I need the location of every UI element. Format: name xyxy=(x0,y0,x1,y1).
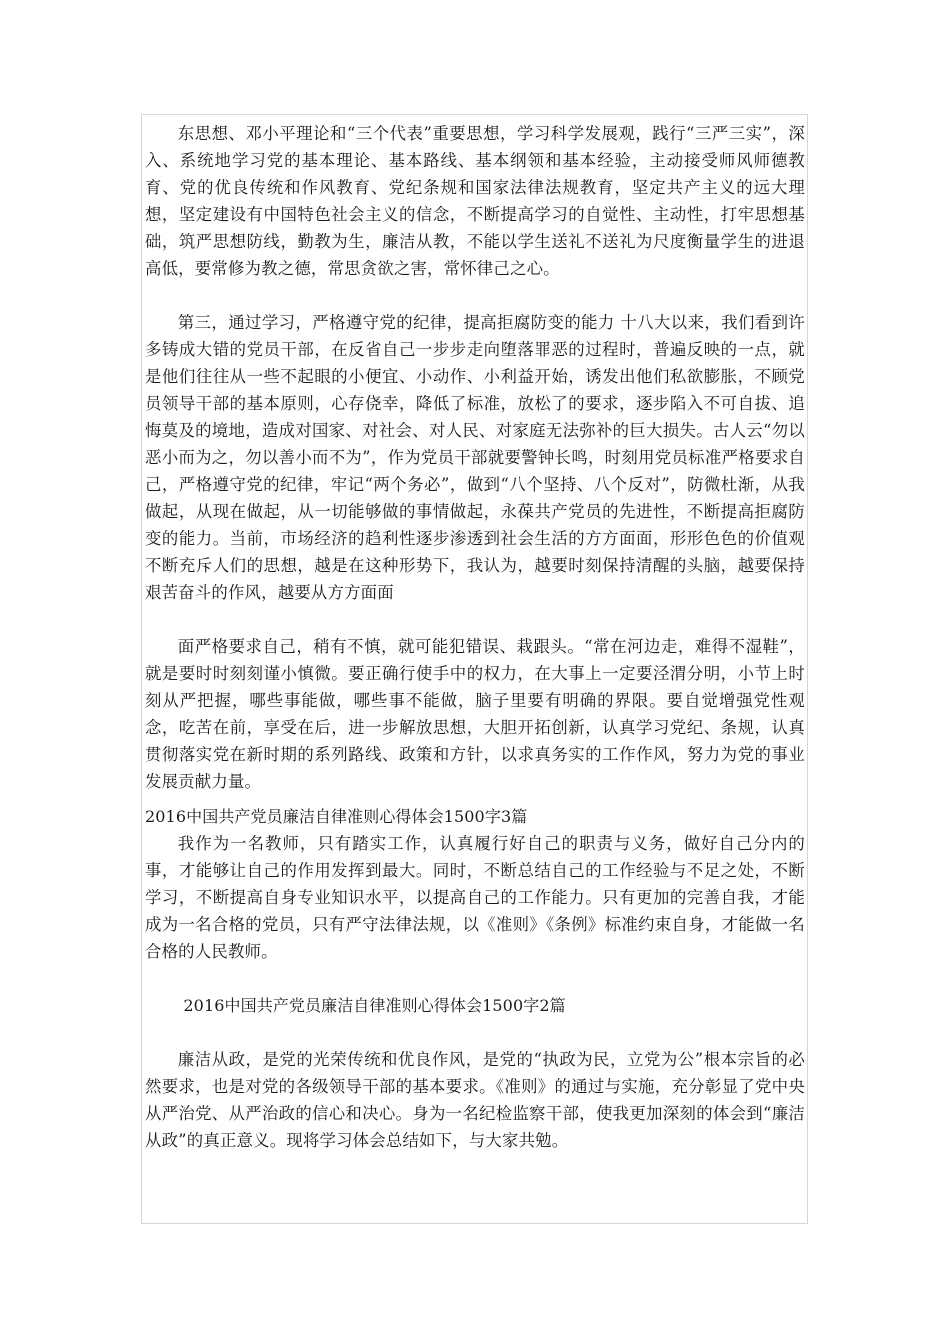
paragraph-ideology-study: 东思想、邓小平理论和“三个代表”重要思想，学习科学发展观，践行“三严三实”，深入、系统地学习党的基本理论、基本路线、基本纲领和基本经验，主动接受师风师德教育、党的优良传统和作风教育、党纪条规和国家法律法规教育，坚定共产主义的远大理想，坚定建设有中国特色社会主义的信念，不断提高学习的自觉性、主动性，打牢思想基础，筑严思想防线，勤教为生，廉洁从教，不能以学生送礼不送礼为尺度衡量学生的进退高低，要常修为教之德，常思贪欲之害，常怀律己之心。 xyxy=(145,124,805,278)
paragraph-party-discipline: 第三，通过学习，严格遵守党的纪律，提高拒腐防变的能力 十八大以来，我们看到许多铸成大错的党员干部，在反省自己一步步走向堕落罪恶的过程时，普遍反映的一点，就是他们往往从一些不起眼的小便宜、小动作、小利益开始，诱发出他们私欲膨胀，不顾党员领导干部的基本原则，心存侥幸，降低了标准，放松了的要求，逐步陷入不可自拔、追悔莫及的境地，造成对国家、对社会、对人民、对家庭无法弥补的巨大损失。古人云“勿以恶小而为之，勿以善小而不为”，作为党员干部就要警钟长鸣，时刻用党员标准严格要求自己，严格遵守党的纪律，牢记“两个务必”，做到“八个坚持、八个反对”，防微杜渐，从我做起，从现在做起，从一切能够做的事情做起，永葆共产党员的先进性，不断提高拒腐防变的能力。当前，市场经济的趋利性逐步渗透到社会生活的方方面面，形形色色的价值观不断充斥人们的思想，越是在这种形势下，我认为，越要时刻保持清醒的头脑，越要保持艰苦奋斗的作风，越要从方方面面 xyxy=(145,313,805,602)
paragraph-strict-requirements: 面严格要求自己，稍有不慎，就可能犯错误、栽跟头。“常在河边走，难得不湿鞋”，就是要时时刻刻谨小慎微。要正确行使手中的权力，在大事上一定要泾渭分明，小节上时刻从严把握，哪些事能做，哪些事不能做，脑子里要有明确的界限。要自觉增强党性观念，吃苦在前，享受在后，进一步解放思想，大胆开拓创新，认真学习党纪、条规，认真贯彻落实党在新时期的系列路线、政策和方针，以求真务实的工作作风，努力为党的事业发展贡献力量。 xyxy=(145,637,805,791)
paragraph-teacher-duty: 我作为一名教师，只有踏实工作，认真履行好自己的职责与义务，做好自己分内的事，才能够让自己的作用发挥到最大。同时，不断总结自己的工作经验与不足之处，不断学习，不断提高自身专业知识水平，以提高自己的工作能力。只有更加的完善自我，才能成为一名合格的党员，只有严守法律法规，以《准则》《条例》标准约束自身，才能做一名合格的人民教师。 xyxy=(145,834,805,961)
paragraph-clean-governance: 廉洁从政，是党的光荣传统和优良作风，是党的“执政为民，立党为公”根本宗旨的必然要求，也是对党的各级领导干部的基本要求。《准则》的通过与实施，充分彰显了党中央从严治党、从严治政的信心和决心。身为一名纪检监察干部，使我更加深刻的体会到“廉洁从政”的真正意义。现将学习体会总结如下，与大家共勉。 xyxy=(145,1050,805,1150)
document-body xyxy=(145,120,805,1154)
section-heading-3: 2016中国共产党员廉洁自律准则心得体会1500字3篇 xyxy=(145,807,528,826)
section-heading-2: 2016中国共产党员廉洁自律准则心得体会1500字2篇 xyxy=(183,996,566,1015)
